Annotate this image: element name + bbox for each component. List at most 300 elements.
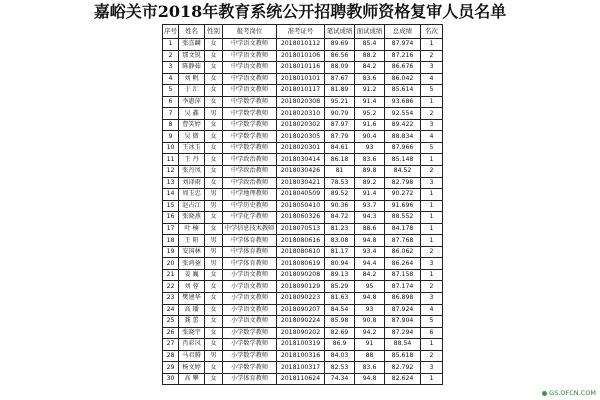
table-cell: 29 — [163, 362, 179, 374]
table-cell: 81.23 — [325, 223, 355, 235]
table-cell: 6 — [163, 96, 179, 108]
table-cell: 94.3 — [355, 212, 385, 224]
table-cell: 女 — [205, 166, 223, 178]
table-cell: 86.9 — [325, 339, 355, 351]
table-cell: 中学信息技术教师 — [223, 223, 277, 235]
table-cell: 李惠萍 — [179, 96, 205, 108]
table-cell: 那文锐 — [179, 50, 205, 62]
table-row — [163, 223, 443, 235]
table-cell: 中学数学教师 — [223, 108, 277, 120]
table-cell: 中学数学教师 — [223, 96, 277, 108]
table-cell: 86.18 — [325, 154, 355, 166]
document-title: 嘉峪关市2018年教育系统公开招聘教师资格复审人员名单 — [93, 2, 507, 21]
table-cell: 中学政治教师 — [223, 154, 277, 166]
table-cell: 1 — [421, 189, 443, 201]
table-header-row — [163, 25, 443, 39]
table-cell: 樊建华 — [179, 293, 205, 305]
table-cell: 2018020301 — [277, 142, 325, 154]
table-row — [163, 212, 443, 224]
table-cell: 陈静茹 — [179, 62, 205, 74]
table-cell: 80.94 — [325, 258, 355, 270]
table-cell: 82.792 — [385, 362, 421, 374]
table-row — [163, 281, 443, 293]
table-cell: 87.174 — [385, 281, 421, 293]
table-cell: 94.8 — [355, 293, 385, 305]
table-cell: 85.98 — [325, 316, 355, 328]
table-cell: 中学体育教师 — [223, 235, 277, 247]
table-cell: 85.148 — [385, 154, 421, 166]
table-cell: 女 — [205, 96, 223, 108]
table-cell: 30 — [163, 373, 179, 385]
table-cell: 74.34 — [325, 373, 355, 385]
table-cell: 27 — [163, 339, 179, 351]
table-cell: 女 — [205, 373, 223, 385]
column-header: 准考证号 — [277, 25, 325, 39]
table-cell: 87.216 — [385, 50, 421, 62]
table-cell: 14 — [163, 189, 179, 201]
table-cell: 91.4 — [355, 189, 385, 201]
table-cell: 82.69 — [325, 327, 355, 339]
table-cell: 86.042 — [385, 73, 421, 85]
table-cell: 88.2 — [355, 50, 385, 62]
table-cell: 中学数学教师 — [223, 119, 277, 131]
table-cell: 中学体育教师 — [223, 258, 277, 270]
table-cell: 2 — [421, 166, 443, 178]
table-cell: 95.2 — [355, 108, 385, 120]
table-cell: 95 — [355, 281, 385, 293]
table-cell: 女 — [205, 316, 223, 328]
table-cell: 90.8 — [355, 316, 385, 328]
table-cell: 吴 鑫 — [179, 108, 205, 120]
table-cell: 86.264 — [385, 258, 421, 270]
table-cell: 小学语文教师 — [223, 269, 277, 281]
table-cell: 女 — [205, 154, 223, 166]
table-cell: 叶 楠 — [179, 223, 205, 235]
table-cell: 87.97 — [325, 119, 355, 131]
table-cell: 安国林 — [179, 246, 205, 258]
table-cell: 84.2 — [355, 269, 385, 281]
table-cell: 2018090129 — [277, 281, 325, 293]
table-cell: 3 — [421, 362, 443, 374]
column-header: 报考岗位 — [223, 25, 277, 39]
table-cell: 16 — [163, 212, 179, 224]
table-cell: 2018060326 — [277, 212, 325, 224]
table-cell: 男 — [205, 189, 223, 201]
table-cell: 张喜麟 — [179, 39, 205, 51]
table-cell: 94.4 — [355, 258, 385, 270]
table-cell: 1 — [421, 373, 443, 385]
table-cell: 2018090202 — [277, 327, 325, 339]
table-cell: 89.69 — [325, 39, 355, 51]
table-cell: 89.52 — [325, 189, 355, 201]
table-cell: 94.8 — [355, 235, 385, 247]
table-row — [163, 327, 443, 339]
table-cell: 1 — [163, 39, 179, 51]
table-row — [163, 258, 443, 270]
table-cell: 2018020302 — [277, 119, 325, 131]
table-cell: 张晓宇 — [179, 327, 205, 339]
table-cell: 王 丹 — [179, 154, 205, 166]
table-cell: 女 — [205, 281, 223, 293]
table-cell: 5 — [421, 85, 443, 97]
table-cell: 于 汇 — [179, 85, 205, 97]
table-cell: 肖彩风 — [179, 339, 205, 351]
table-cell: 中学语文教师 — [223, 39, 277, 51]
table-cell: 78.53 — [325, 177, 355, 189]
table-cell: 83.08 — [325, 235, 355, 247]
table-row — [163, 96, 443, 108]
table-cell: 81.63 — [325, 293, 355, 305]
column-header: 名次 — [421, 25, 443, 39]
table-cell: 94.2 — [355, 327, 385, 339]
table-cell: 15 — [163, 200, 179, 212]
table-cell: 女 — [205, 269, 223, 281]
table-cell: 20 — [163, 258, 179, 270]
table-cell: 87.294 — [385, 327, 421, 339]
table-cell: 1 — [421, 200, 443, 212]
table-cell: 张鸿蓥 — [179, 258, 205, 270]
table-cell: 85.29 — [325, 281, 355, 293]
table-cell: 93 — [355, 142, 385, 154]
table-cell: 84.61 — [325, 142, 355, 154]
table-cell: 91.2 — [355, 85, 385, 97]
table-row — [163, 108, 443, 120]
table-row — [163, 39, 443, 51]
table-cell: 28 — [163, 350, 179, 362]
table-cell: 男 — [205, 108, 223, 120]
table-cell: 2018030414 — [277, 154, 325, 166]
table-cell: 男 — [205, 246, 223, 258]
table-cell: 88.6 — [355, 223, 385, 235]
table-cell: 88 — [355, 350, 385, 362]
table-cell: 90.36 — [325, 200, 355, 212]
table-cell: 2018010117 — [277, 85, 325, 97]
table-row — [163, 119, 443, 131]
table-cell: 小学数学教师 — [223, 327, 277, 339]
table-cell: 女 — [205, 50, 223, 62]
table-cell: 83.6 — [355, 154, 385, 166]
table-cell: 中学数学教师 — [223, 142, 277, 154]
table-cell: 刘 蓉 — [179, 281, 205, 293]
table-cell: 82.624 — [385, 373, 421, 385]
table-cell: 88.834 — [385, 131, 421, 143]
table-body — [163, 39, 443, 385]
table-cell: 女 — [205, 119, 223, 131]
table-cell: 84.52 — [385, 166, 421, 178]
table-cell: 92.554 — [385, 108, 421, 120]
table-cell: 86.56 — [325, 50, 355, 62]
table-cell: 中学历史教师 — [223, 200, 277, 212]
table-cell: 84.178 — [385, 223, 421, 235]
table-cell: 1 — [421, 223, 443, 235]
table-cell: 女 — [205, 293, 223, 305]
table-cell: 小学语文教师 — [223, 316, 277, 328]
table-cell: 中学语文教师 — [223, 85, 277, 97]
table-cell: 2018030426 — [277, 166, 325, 178]
table-row — [163, 293, 443, 305]
table-cell: 女 — [205, 339, 223, 351]
table-cell: 83.6 — [355, 362, 385, 374]
column-header: 性别 — [205, 25, 223, 39]
table-cell: 中学数学教师 — [223, 131, 277, 143]
table-cell: 杨文婷 — [179, 362, 205, 374]
table-row — [163, 166, 443, 178]
table-cell: 2018020305 — [277, 131, 325, 143]
watermark-logo-icon — [542, 391, 547, 396]
table-cell: 2018080610 — [277, 246, 325, 258]
table-row — [163, 304, 443, 316]
table-cell: 曹笑婷 — [179, 119, 205, 131]
table-cell: 小学体育教师 — [223, 373, 277, 385]
table-cell: 2018080616 — [277, 235, 325, 247]
table-cell: 马君腾 — [179, 350, 205, 362]
table-cell: 3 — [421, 119, 443, 131]
site-watermark — [542, 389, 596, 397]
table-cell: 4 — [163, 73, 179, 85]
table-cell: 女 — [205, 142, 223, 154]
table-cell: 81.89 — [325, 85, 355, 97]
table-cell: 女 — [205, 362, 223, 374]
table-cell: 小学语文教师 — [223, 281, 277, 293]
table-row — [163, 154, 443, 166]
table-cell: 女 — [205, 73, 223, 85]
table-cell: 赵占江 — [179, 200, 205, 212]
table-cell: 82.53 — [325, 362, 355, 374]
table-cell: 张丹凤 — [179, 166, 205, 178]
table-cell: 女 — [205, 223, 223, 235]
table-cell: 93 — [355, 304, 385, 316]
table-cell: 小学语文教师 — [223, 293, 277, 305]
table-cell: 8 — [163, 119, 179, 131]
table-cell: 张晓燕 — [179, 212, 205, 224]
table-cell: 13 — [163, 177, 179, 189]
table-cell: 93.686 — [385, 96, 421, 108]
column-header: 笔试成绩 — [325, 25, 355, 39]
table-cell: 中学化学教师 — [223, 212, 277, 224]
table-cell: 86.062 — [385, 246, 421, 258]
table-cell: 2 — [421, 50, 443, 62]
table-cell: 24 — [163, 304, 179, 316]
table-cell: 1 — [421, 154, 443, 166]
table-cell: 龚 蕾 — [179, 316, 205, 328]
table-cell: 5 — [163, 85, 179, 97]
table-cell: 2018020308 — [277, 96, 325, 108]
table-cell: 87.974 — [385, 39, 421, 51]
table-cell: 85.618 — [385, 350, 421, 362]
table-cell: 高 璠 — [179, 304, 205, 316]
table-cell: 3 — [163, 62, 179, 74]
table-cell: 3 — [421, 177, 443, 189]
table-cell: 94.8 — [355, 373, 385, 385]
table-cell: 2018010106 — [277, 50, 325, 62]
table-cell: 2018010112 — [277, 39, 325, 51]
table-cell: 87.924 — [385, 304, 421, 316]
table-row — [163, 339, 443, 351]
table-row — [163, 246, 443, 258]
table-cell: 84.54 — [325, 304, 355, 316]
table-cell: 84.03 — [325, 350, 355, 362]
table-cell: 7 — [163, 108, 179, 120]
table-cell: 2018100319 — [277, 339, 325, 351]
table-cell: 小学语文教师 — [223, 304, 277, 316]
table-cell: 89.13 — [325, 269, 355, 281]
table-cell: 2 — [421, 350, 443, 362]
table-cell: 2018100317 — [277, 362, 325, 374]
table-cell: 90.79 — [325, 108, 355, 120]
table-cell: 3 — [421, 258, 443, 270]
table-cell: 男 — [205, 258, 223, 270]
table-cell: 22 — [163, 281, 179, 293]
table-cell: 男 — [205, 350, 223, 362]
table-cell: 10 — [163, 142, 179, 154]
table-cell: 2018020310 — [277, 108, 325, 120]
table-cell: 23 — [163, 293, 179, 305]
table-cell: 2018090223 — [277, 293, 325, 305]
table-cell: 1 — [421, 235, 443, 247]
table-cell: 王 阳 — [179, 235, 205, 247]
table-row — [163, 373, 443, 385]
table-row — [163, 50, 443, 62]
table-cell: 女 — [205, 327, 223, 339]
table-cell: 2018030421 — [277, 177, 325, 189]
table-cell: 87.79 — [325, 131, 355, 143]
table-cell: 84.72 — [325, 212, 355, 224]
table-cell: 88.54 — [385, 339, 421, 351]
table-cell: 89.2 — [355, 177, 385, 189]
table-cell: 2018070513 — [277, 223, 325, 235]
table-cell: 91.4 — [355, 96, 385, 108]
table-row — [163, 189, 443, 201]
table-cell: 87.966 — [385, 142, 421, 154]
table-cell: 83.6 — [355, 73, 385, 85]
table-cell: 25 — [163, 316, 179, 328]
table-cell: 4 — [421, 304, 443, 316]
table-cell: 2018090224 — [277, 316, 325, 328]
table-cell: 1 — [421, 269, 443, 281]
table-cell: 女 — [205, 212, 223, 224]
table-cell: 95.21 — [325, 96, 355, 108]
table-cell: 2018040509 — [277, 189, 325, 201]
table-cell: 男 — [205, 200, 223, 212]
table-cell: 90.272 — [385, 189, 421, 201]
table-cell: 21 — [163, 269, 179, 281]
table-cell: 17 — [163, 223, 179, 235]
table-cell: 81.17 — [325, 246, 355, 258]
table-cell: 2018090208 — [277, 269, 325, 281]
table-cell: 91 — [355, 339, 385, 351]
table-row — [163, 362, 443, 374]
table-cell: 19 — [163, 246, 179, 258]
table-cell: 4 — [421, 73, 443, 85]
table-row — [163, 200, 443, 212]
table-cell: 2018080619 — [277, 258, 325, 270]
table-cell: 1 — [421, 96, 443, 108]
table-cell: 女 — [205, 39, 223, 51]
table-row — [163, 350, 443, 362]
table-cell: 93.7 — [355, 200, 385, 212]
table-row — [163, 131, 443, 143]
table-cell: 小学数学教师 — [223, 350, 277, 362]
table-row — [163, 73, 443, 85]
column-header: 总成绩 — [385, 25, 421, 39]
table-cell: 84.2 — [355, 62, 385, 74]
table-cell: 2 — [421, 246, 443, 258]
table-cell: 姜 巍 — [179, 269, 205, 281]
table-row — [163, 316, 443, 328]
table-cell: 2 — [421, 108, 443, 120]
table-row — [163, 62, 443, 74]
table-cell: 2018050410 — [277, 200, 325, 212]
table-row — [163, 177, 443, 189]
table-cell: 85.614 — [385, 85, 421, 97]
table-cell: 91.696 — [385, 200, 421, 212]
table-cell: 男 — [205, 235, 223, 247]
watermark-text: GS.OFCN.COM — [549, 389, 596, 397]
table-cell: 88.09 — [325, 62, 355, 74]
table-cell: 91.6 — [355, 119, 385, 131]
table-cell: 小学数学教师 — [223, 362, 277, 374]
table-cell: 2 — [163, 50, 179, 62]
table-cell: 86.676 — [385, 62, 421, 74]
table-cell: 11 — [163, 154, 179, 166]
table-cell: 中学政治教师 — [223, 166, 277, 178]
table-cell: 9 — [163, 131, 179, 143]
candidate-table — [162, 24, 443, 385]
table-cell: 89.8 — [355, 166, 385, 178]
table-row — [163, 235, 443, 247]
table-cell: 3 — [421, 293, 443, 305]
table-cell: 6 — [421, 327, 443, 339]
table-row — [163, 142, 443, 154]
table-cell: 18 — [163, 235, 179, 247]
table-cell: 中学体育教师 — [223, 246, 277, 258]
table-cell: 5 — [421, 316, 443, 328]
table-cell: 女 — [205, 131, 223, 143]
table-cell: 中学政治教师 — [223, 177, 277, 189]
table-cell: 2018010116 — [277, 62, 325, 74]
table-row — [163, 85, 443, 97]
table-cell: 小学数学教师 — [223, 339, 277, 351]
table-cell: 中学语文教师 — [223, 62, 277, 74]
table-cell: 中学语文教师 — [223, 50, 277, 62]
table-cell: 89.422 — [385, 119, 421, 131]
table-cell: 81 — [325, 166, 355, 178]
column-header: 姓名 — [179, 25, 205, 39]
table-cell: 女 — [205, 177, 223, 189]
table-cell: 1 — [421, 212, 443, 224]
table-cell: 87.67 — [325, 73, 355, 85]
table-cell: 2018010101 — [277, 73, 325, 85]
table-cell: 女 — [205, 304, 223, 316]
table-cell: 5 — [421, 142, 443, 154]
table-cell: 12 — [163, 166, 179, 178]
table-cell: 中学语文教师 — [223, 73, 277, 85]
table-row — [163, 269, 443, 281]
table-cell: 2018110624 — [277, 373, 325, 385]
table-cell: 26 — [163, 327, 179, 339]
table-cell: 88.552 — [385, 212, 421, 224]
table-cell: 1 — [421, 39, 443, 51]
table-cell: 周玉忠 — [179, 189, 205, 201]
table-cell: 女 — [205, 62, 223, 74]
table-cell: 85.4 — [355, 39, 385, 51]
table-cell: 4 — [421, 131, 443, 143]
table-cell: 82.798 — [385, 177, 421, 189]
table-cell: 高 攀 — [179, 373, 205, 385]
table-cell: 3 — [421, 62, 443, 74]
table-cell: 2 — [421, 281, 443, 293]
table-cell: 87.158 — [385, 269, 421, 281]
